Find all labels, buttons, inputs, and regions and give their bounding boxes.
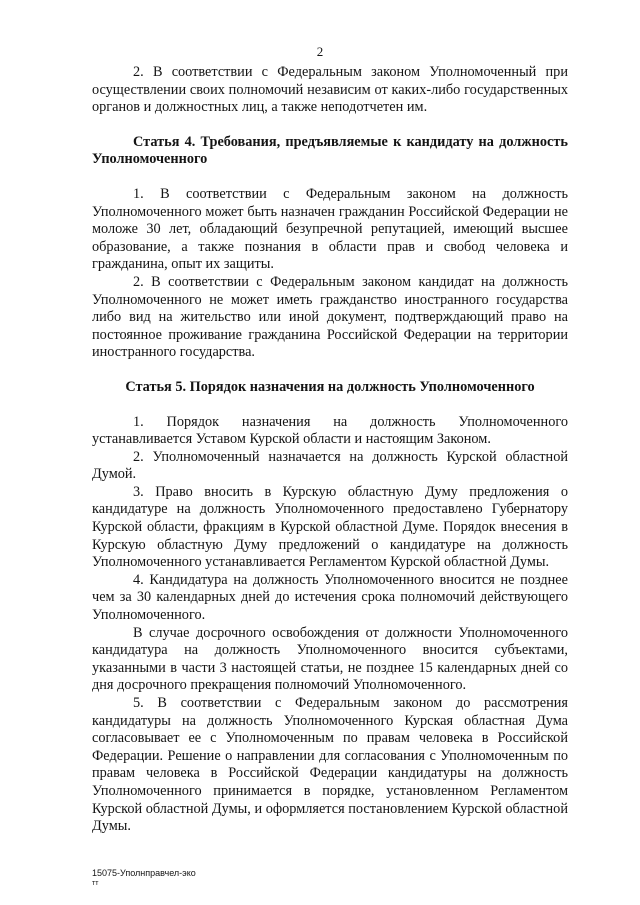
article-5-paragraph-4: 4. Кандидатура на должность Уполномоченного вносится не позднее чем за 30 календарных дней до истечения срока полномочий действующего Уполномоченного. [92,571,568,624]
article-4-paragraph-2: 2. В соответствии с Федеральным законом кандидат на должность Уполномоченного не может иметь гражданство иностранного государства либо вид на жительство или иной документ, подтверждающий право на постоянное проживание гражданина Российской Федерации на территории иностранного государства. [92,273,568,361]
page-number: 2 [316,44,324,59]
article-5-heading: Статья 5. Порядок назначения на должность Уполномоченного [125,378,535,395]
article-5-paragraph-4b: В случае досрочного освобождения от должности Уполномоченного кандидатура на должность Уполномоченного вносится субъектами, указанными в части 3 настоящей статьи, не позднее 15 календарных дней со дня досрочного прекращения полномочий Уполномоченного. [92,624,568,694]
footer-mark: тт [92,880,99,887]
intro-paragraph: 2. В соответствии с Федеральным законом Уполномоченный при осуществлении своих полномочий независим от каких-либо государственных органов и должностных лиц, а также неподотчетен им. [92,64,568,116]
article-5-paragraph-5: 5. В соответствии с Федеральным законом до рассмотрения кандидатуры на должность Уполномоченного Курская областная Дума согласовывает ее с Уполномоченным по правам человека в Российской Федерации. Решение о направлении для согласования с Уполномоченным по правам человека в Российской Федерации кандидатуры на должность Уполномоченного принимается в порядке, установленном Регламентом Курской областной Думы, и оформляется постановлением Курской областной Думы. [92,695,568,835]
footer-document-code: 15075-Уполнправчел-эко [92,868,196,878]
article-4-heading: Статья 4. Требования, предъявляемые к кандидату на должность Уполномоченного [92,133,568,168]
article-5-paragraph-1: 1. Порядок назначения на должность Уполномоченного устанавливается Уставом Курской области и настоящим Законом. [92,413,568,448]
document-body [92,64,568,836]
article-5-paragraph-3: 3. Право вносить в Курскую областную Думу предложения о кандидатуре на должность Уполномоченного предоставлено Губернатору Курской области, фракциям в Курской областной Думе. Порядок внесения в Курскую областную Думу предложений о кандидатуре на должность Уполномоченного устанавливается Регламентом Курской областной Думы. [92,483,568,571]
article-4-paragraph-1: 1. В соответствии с Федеральным законом на должность Уполномоченного может быть назначен гражданин Российской Федерации не моложе 30 лет, обладающий безупречной репутацией, имеющий высшее образование, а также познания в области прав и свобод человека и гражданина, опыт их защиты. [92,185,568,273]
article-5-paragraph-2: 2. Уполномоченный назначается на должность Курской областной Думой. [92,448,568,483]
